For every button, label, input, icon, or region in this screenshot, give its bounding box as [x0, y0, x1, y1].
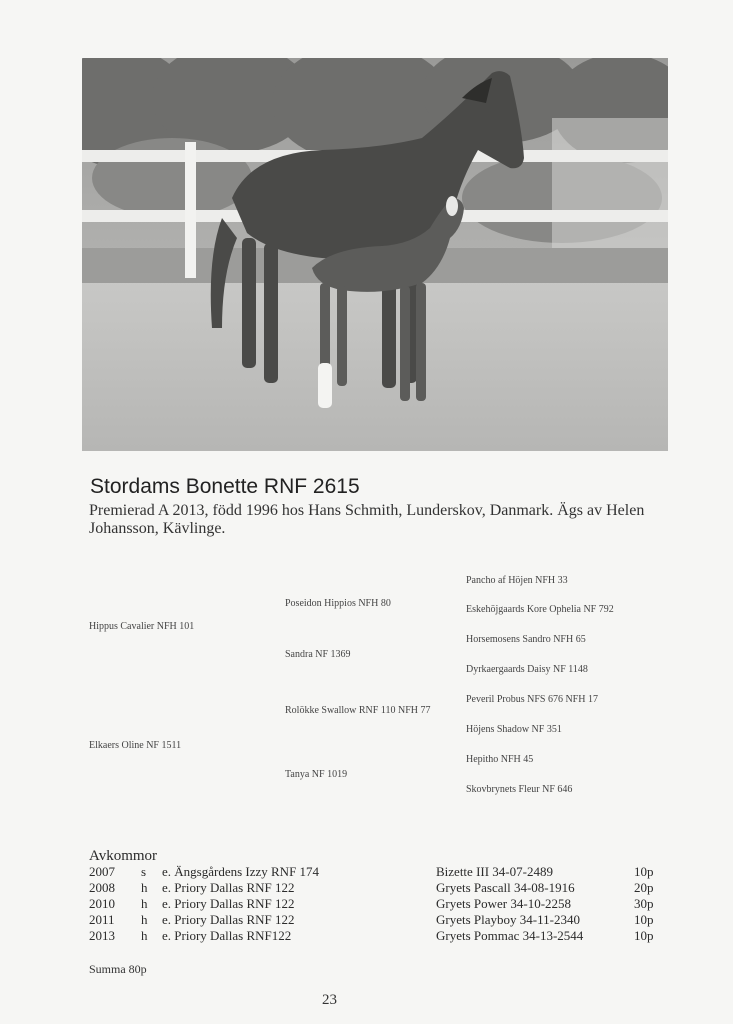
offspring-points: 10p: [634, 912, 654, 927]
offspring-name: Gryets Pommac 34-13-2544: [436, 928, 584, 943]
horse-photo: [82, 58, 668, 451]
offspring-points: 10p: [634, 928, 654, 943]
horse-name: Stordams Bonette RNF 2615: [90, 475, 360, 498]
pedigree-dam: Elkaers Oline NF 1511: [89, 740, 182, 751]
offspring-sex: h: [141, 896, 148, 911]
offspring-year: 2008: [89, 880, 115, 895]
offspring-name: Gryets Pascall 34-08-1916: [436, 880, 575, 895]
pedigree-g3-2: Eskehöjgaards Kore Ophelia NF 792: [466, 604, 614, 615]
offspring-sex: h: [141, 928, 148, 943]
offspring-sire: e. Priory Dallas RNF122: [162, 928, 292, 943]
offspring-name: Gryets Power 34-10-2258: [436, 896, 572, 911]
offspring-sex: s: [141, 864, 147, 879]
pedigree-g3-8: Skovbrynets Fleur NF 646: [466, 784, 573, 795]
offspring-sire: e. Ängsgårdens Izzy RNF 174: [162, 864, 320, 879]
pedigree-g3-4: Dyrkaergaards Daisy NF 1148: [466, 664, 588, 675]
offspring-year: 2007: [89, 864, 115, 879]
offspring-points: 20p: [634, 880, 654, 895]
horse-intro: Premierad A 2013, född 1996 hos Hans Schmith, Lunderskov, Danmark. Ägs av Helen Johansson, Kävlinge.: [89, 502, 645, 537]
pedigree-g3-5: Peveril Probus NFS 676 NFH 17: [466, 694, 598, 705]
offspring-sex: h: [141, 880, 148, 895]
pedigree-sire: Hippus Cavalier NFH 101: [89, 621, 195, 632]
pedigree-g3-7: Hepitho NFH 45: [466, 754, 534, 765]
pedigree-g3-1: Pancho af Höjen NFH 33: [466, 575, 568, 586]
offspring-heading: Avkommor: [89, 848, 158, 864]
offspring-summary: Summa 80p: [89, 962, 147, 976]
offspring-sire: e. Priory Dallas RNF 122: [162, 880, 295, 895]
offspring-points: 30p: [634, 896, 654, 911]
pedigree-sire-sire: Poseidon Hippios NFH 80: [285, 598, 391, 609]
pedigree-g3-3: Horsemosens Sandro NFH 65: [466, 634, 586, 645]
pedigree-dam-sire: Rolökke Swallow RNF 110 NFH 77: [285, 705, 431, 716]
pedigree-dam-dam: Tanya NF 1019: [285, 769, 348, 780]
offspring-year: 2011: [89, 912, 115, 927]
offspring-sire: e. Priory Dallas RNF 122: [162, 896, 295, 911]
offspring-name: Bizette III 34-07-2489: [436, 864, 553, 879]
offspring-year: 2010: [89, 896, 115, 911]
offspring-year: 2013: [89, 928, 115, 943]
offspring-points: 10p: [634, 864, 654, 879]
offspring-sire: e. Priory Dallas RNF 122: [162, 912, 295, 927]
page-number: 23: [322, 992, 337, 1008]
offspring-sex: h: [141, 912, 148, 927]
offspring-name: Gryets Playboy 34-11-2340: [436, 912, 580, 927]
pedigree-sire-dam: Sandra NF 1369: [285, 649, 351, 660]
pedigree-g3-6: Höjens Shadow NF 351: [466, 724, 562, 735]
